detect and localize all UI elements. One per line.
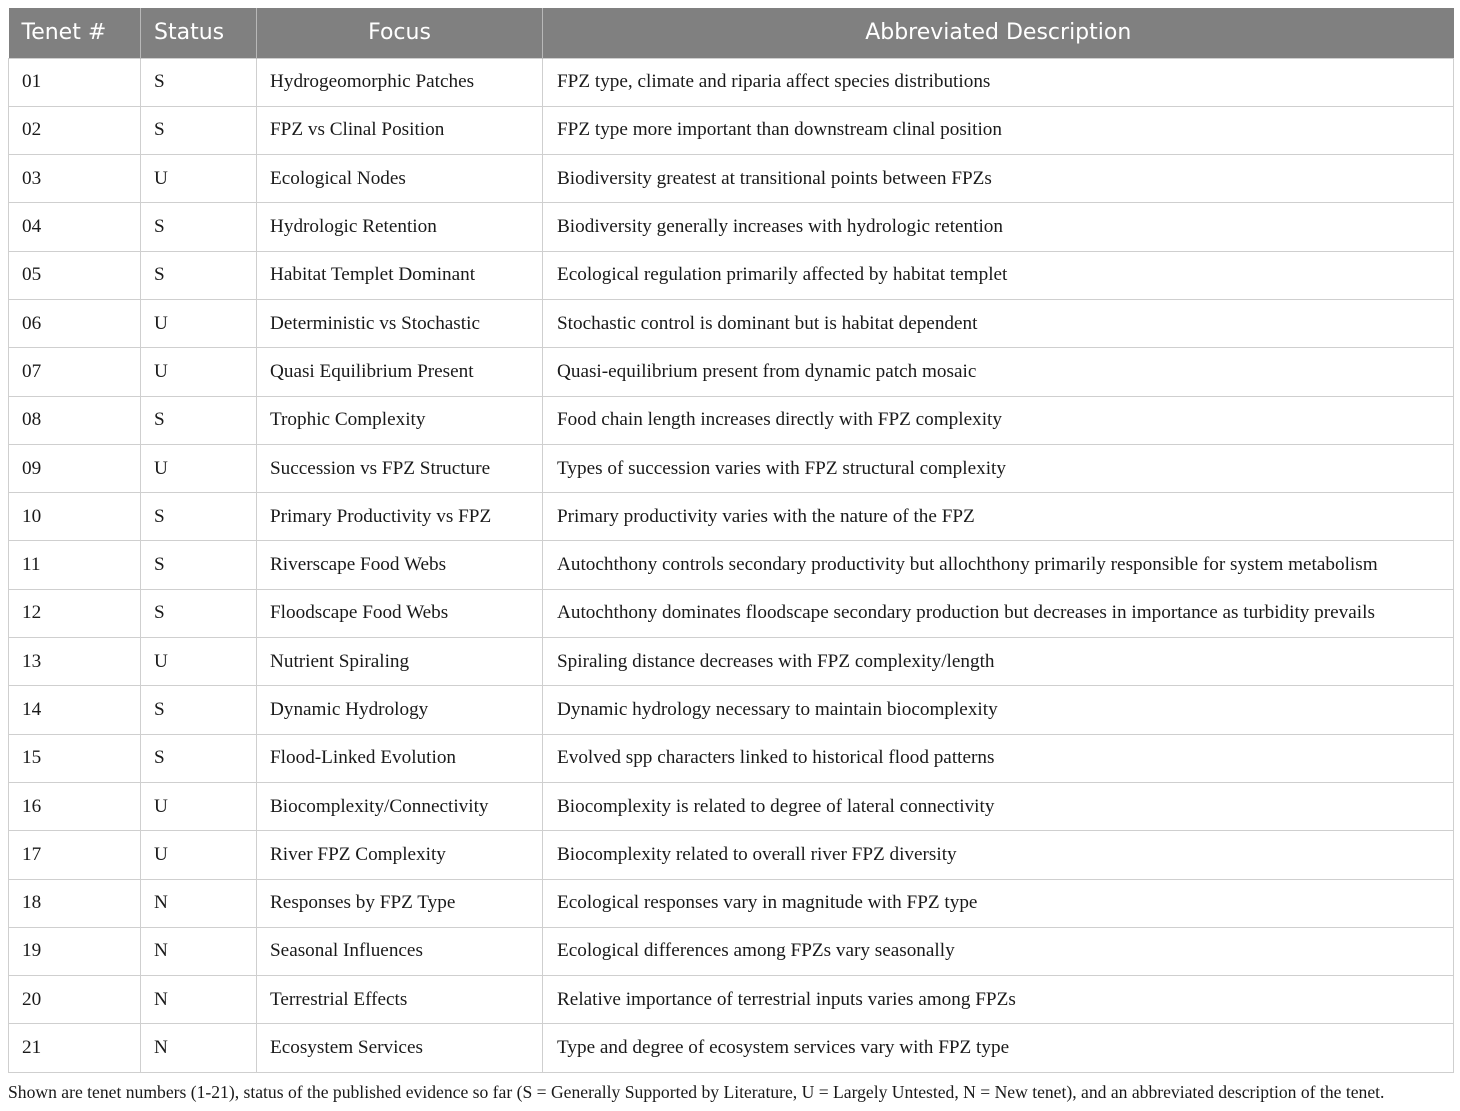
description-cell: Spiraling distance decreases with FPZ complexity/length	[543, 638, 1454, 686]
status-cell: U	[141, 782, 257, 830]
description-cell: Quasi-equilibrium present from dynamic patch mosaic	[543, 348, 1454, 396]
table-row	[9, 155, 1454, 203]
focus-cell: Succession vs FPZ Structure	[257, 444, 543, 492]
focus-cell: Quasi Equilibrium Present	[257, 348, 543, 396]
status-cell: N	[141, 879, 257, 927]
tenet-number-cell: 14	[9, 686, 141, 734]
header-status: Status	[141, 8, 257, 58]
focus-cell: Trophic Complexity	[257, 396, 543, 444]
tenet-number-cell: 02	[9, 106, 141, 154]
status-cell: S	[141, 589, 257, 637]
tenet-number-cell: 19	[9, 927, 141, 975]
status-cell: S	[141, 251, 257, 299]
focus-cell: Ecosystem Services	[257, 1024, 543, 1072]
focus-cell: Flood-Linked Evolution	[257, 734, 543, 782]
description-cell: Dynamic hydrology necessary to maintain biocomplexity	[543, 686, 1454, 734]
focus-cell: Hydrologic Retention	[257, 203, 543, 251]
header-description: Abbreviated Description	[543, 8, 1454, 58]
status-cell: S	[141, 493, 257, 541]
focus-cell: Primary Productivity vs FPZ	[257, 493, 543, 541]
table-row	[9, 396, 1454, 444]
description-cell: Type and degree of ecosystem services vary with FPZ type	[543, 1024, 1454, 1072]
description-cell: FPZ type more important than downstream clinal position	[543, 106, 1454, 154]
status-cell: N	[141, 1024, 257, 1072]
table-row	[9, 782, 1454, 830]
description-cell: Ecological differences among FPZs vary seasonally	[543, 927, 1454, 975]
status-cell: U	[141, 299, 257, 347]
status-cell: S	[141, 58, 257, 106]
tenet-number-cell: 17	[9, 831, 141, 879]
status-cell: S	[141, 203, 257, 251]
focus-cell: Responses by FPZ Type	[257, 879, 543, 927]
table-row	[9, 879, 1454, 927]
description-cell: Types of succession varies with FPZ structural complexity	[543, 444, 1454, 492]
focus-cell: Biocomplexity/Connectivity	[257, 782, 543, 830]
table-row	[9, 589, 1454, 637]
focus-cell: Deterministic vs Stochastic	[257, 299, 543, 347]
tenet-number-cell: 11	[9, 541, 141, 589]
description-cell: Biodiversity greatest at transitional points between FPZs	[543, 155, 1454, 203]
table-row	[9, 831, 1454, 879]
tenet-number-cell: 15	[9, 734, 141, 782]
description-cell: Autochthony dominates floodscape secondary production but decreases in importance as turbidity prevails	[543, 589, 1454, 637]
status-cell: U	[141, 638, 257, 686]
table-row	[9, 444, 1454, 492]
table-row	[9, 927, 1454, 975]
focus-cell: FPZ vs Clinal Position	[257, 106, 543, 154]
focus-cell: Riverscape Food Webs	[257, 541, 543, 589]
description-cell: Biocomplexity is related to degree of lateral connectivity	[543, 782, 1454, 830]
status-cell: S	[141, 106, 257, 154]
focus-cell: Habitat Templet Dominant	[257, 251, 543, 299]
status-cell: U	[141, 444, 257, 492]
focus-cell: Dynamic Hydrology	[257, 686, 543, 734]
table-row	[9, 58, 1454, 106]
table-row	[9, 251, 1454, 299]
description-cell: Ecological responses vary in magnitude with FPZ type	[543, 879, 1454, 927]
header-tenet-number: Tenet #	[21, 20, 107, 46]
table-footnote: Shown are tenet numbers (1-21), status of the published evidence so far (S = Generally Supported by Literature, U = Largely Untested, N = New tenet), and an abbreviated description of the tenet.	[8, 1082, 1385, 1102]
tenet-number-cell: 18	[9, 879, 141, 927]
table-row	[9, 493, 1454, 541]
table-row	[9, 348, 1454, 396]
header-focus: Focus	[257, 8, 543, 58]
description-cell: Relative importance of terrestrial inputs varies among FPZs	[543, 976, 1454, 1024]
description-cell: Primary productivity varies with the nature of the FPZ	[543, 493, 1454, 541]
table-row	[9, 541, 1454, 589]
focus-cell: Ecological Nodes	[257, 155, 543, 203]
table-row	[9, 106, 1454, 154]
table-row	[9, 299, 1454, 347]
status-cell: S	[141, 541, 257, 589]
tenets-table	[8, 8, 1454, 1073]
tenet-number-cell: 07	[9, 348, 141, 396]
description-cell: Stochastic control is dominant but is habitat dependent	[543, 299, 1454, 347]
table-header	[9, 8, 1454, 58]
status-cell: N	[141, 976, 257, 1024]
description-cell: Ecological regulation primarily affected by habitat templet	[543, 251, 1454, 299]
focus-cell: Seasonal Influences	[257, 927, 543, 975]
description-cell: Food chain length increases directly with FPZ complexity	[543, 396, 1454, 444]
focus-cell: Floodscape Food Webs	[257, 589, 543, 637]
tenet-number-cell: 01	[9, 58, 141, 106]
focus-cell: Nutrient Spiraling	[257, 638, 543, 686]
description-cell: Biocomplexity related to overall river FPZ diversity	[543, 831, 1454, 879]
description-cell: Biodiversity generally increases with hydrologic retention	[543, 203, 1454, 251]
table-body	[9, 58, 1454, 1072]
tenet-number-cell: 10	[9, 493, 141, 541]
tenet-number-cell: 13	[9, 638, 141, 686]
focus-cell: River FPZ Complexity	[257, 831, 543, 879]
table-row	[9, 686, 1454, 734]
tenet-number-cell: 12	[9, 589, 141, 637]
description-cell: Evolved spp characters linked to historical flood patterns	[543, 734, 1454, 782]
status-cell: U	[141, 348, 257, 396]
tenet-number-cell: 04	[9, 203, 141, 251]
table-row	[9, 1024, 1454, 1072]
tenet-number-cell: 08	[9, 396, 141, 444]
status-cell: S	[141, 734, 257, 782]
tenet-number-cell: 03	[9, 155, 141, 203]
tenet-number-cell: 09	[9, 444, 141, 492]
tenet-number-cell: 05	[9, 251, 141, 299]
focus-cell: Hydrogeomorphic Patches	[257, 58, 543, 106]
tenet-number-cell: 06	[9, 299, 141, 347]
tenet-number-cell: 16	[9, 782, 141, 830]
table-row	[9, 734, 1454, 782]
status-cell: S	[141, 686, 257, 734]
table-row	[9, 638, 1454, 686]
table-row	[9, 203, 1454, 251]
tenets-table-container	[8, 8, 1453, 1073]
description-cell: FPZ type, climate and riparia affect species distributions	[543, 58, 1454, 106]
status-cell: S	[141, 396, 257, 444]
status-cell: N	[141, 927, 257, 975]
tenet-number-cell: 20	[9, 976, 141, 1024]
description-cell: Autochthony controls secondary productivity but allochthony primarily responsible for system metabolism	[543, 541, 1454, 589]
focus-cell: Terrestrial Effects	[257, 976, 543, 1024]
table-row	[9, 976, 1454, 1024]
tenet-number-cell: 21	[9, 1024, 141, 1072]
header-row	[9, 8, 1454, 58]
status-cell: U	[141, 155, 257, 203]
status-cell: U	[141, 831, 257, 879]
